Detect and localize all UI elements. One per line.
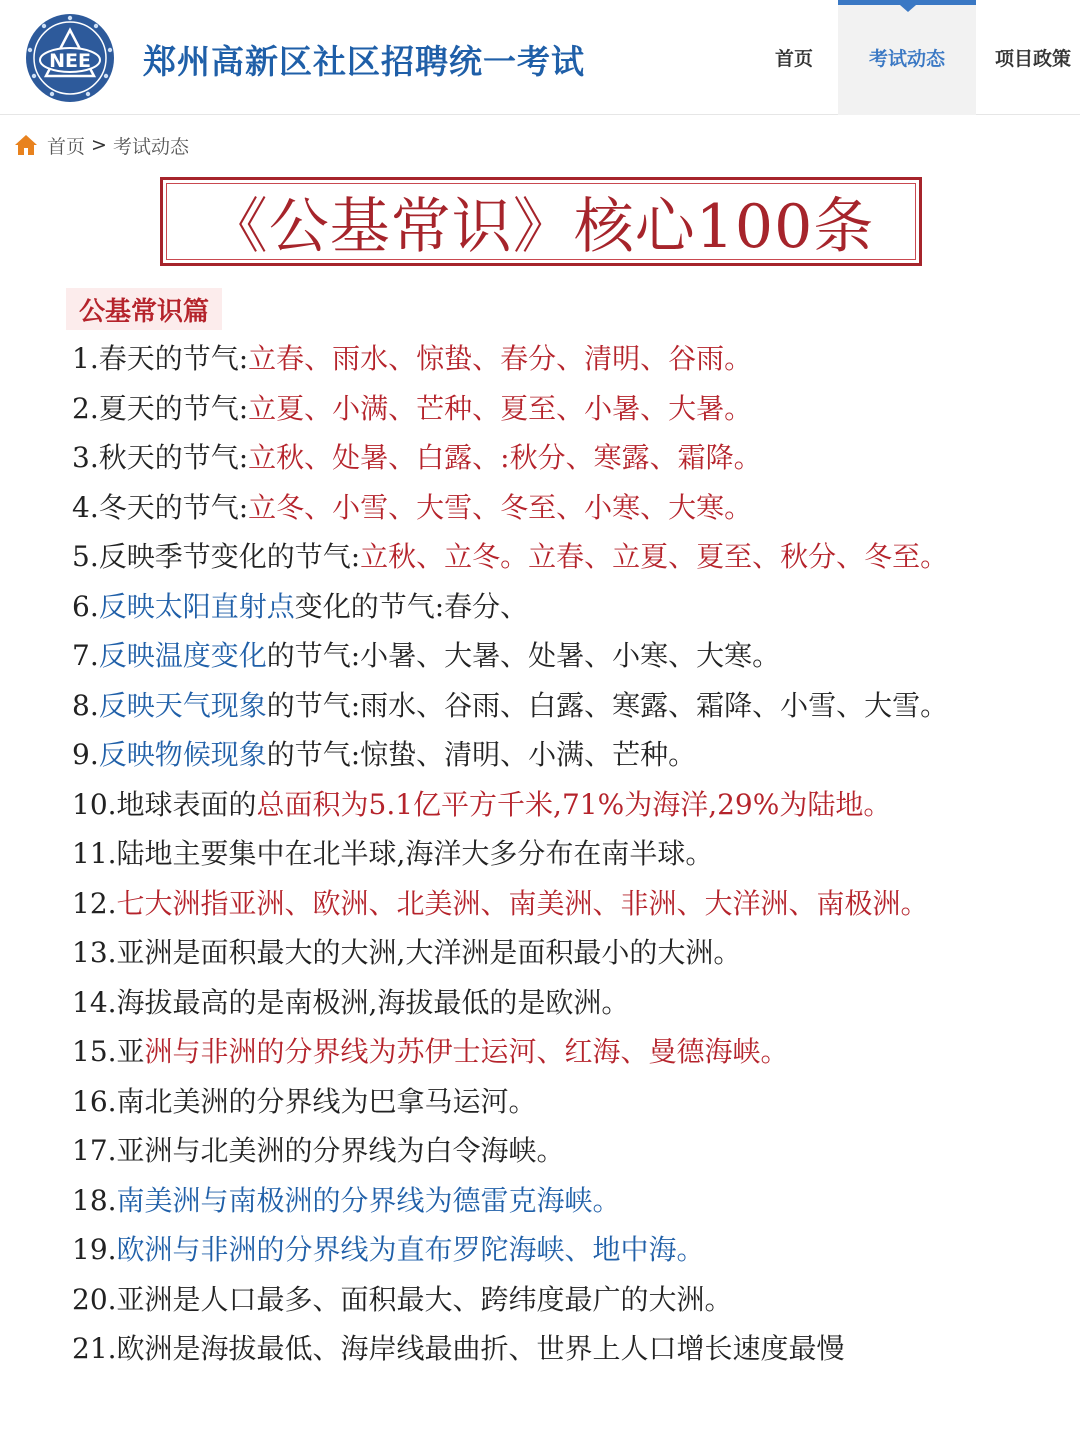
list-item-text: 反映太阳直射点: [98, 589, 295, 623]
list-item-text: 1.春天的节气:: [72, 342, 249, 375]
nav-home[interactable]: 首页: [774, 48, 813, 70]
list-item-text: 10.地球表面的: [72, 787, 257, 821]
list-item: [72, 433, 1072, 483]
list-item-text: 的节气:雨水、谷雨、白露、寒露、霜降、小雪、大雪。: [266, 688, 949, 722]
home-icon[interactable]: [14, 134, 38, 156]
list-item: [72, 1027, 1072, 1077]
list-item-text: 8.: [72, 688, 99, 722]
list-item-text: 21.欧洲是海拔最低、海岸线最曲折、世界上人口增长速度最慢: [72, 1332, 845, 1365]
list-item-text: 3.秋天的节气:: [72, 441, 249, 474]
list-item-text: 七大洲指亚洲、欧洲、北美洲、南美洲、非洲、大洋洲、南极洲。: [116, 886, 929, 920]
list-item-text: 反映物候现象: [98, 738, 267, 771]
list-item: [72, 1225, 1072, 1275]
list-item: [72, 978, 1072, 1028]
list-item-text: 2.夏天的节气:: [72, 391, 249, 425]
breadcrumb-current[interactable]: 考试动态: [112, 135, 189, 158]
list-item: [72, 879, 1072, 929]
list-item: [72, 681, 1072, 731]
article-title-box: [160, 177, 922, 266]
nav-exam-news[interactable]: 考试动态: [838, 0, 976, 115]
list-item-text: 7.: [72, 639, 99, 672]
list-item-text: 5.反映季节变化的节气:: [72, 540, 361, 573]
main-nav: [750, 0, 1080, 115]
list-item-text: 的节气:小暑、大暑、处暑、小寒、大寒。: [266, 639, 781, 672]
list-item-text: 立夏、小满、芒种、夏至、小暑、大暑。: [248, 391, 753, 425]
breadcrumb-home[interactable]: 首页: [47, 135, 86, 158]
list-item-text: 反映温度变化: [98, 639, 267, 672]
list-item: [72, 1126, 1072, 1176]
list-item: [72, 1324, 1072, 1374]
list-item-text: 15.亚: [72, 1035, 145, 1068]
list-item: [72, 582, 1072, 632]
list-item: [72, 483, 1072, 533]
list-item-text: 的节气:惊蛰、清明、小满、芒种。: [266, 738, 697, 771]
list-item-text: 6.: [72, 589, 99, 623]
list-item-text: 立秋、处暑、白露、:秋分、寒露、霜降。: [248, 441, 762, 474]
knowledge-list: [72, 334, 1072, 1374]
list-item: [72, 1176, 1072, 1226]
section-label: 公基常识篇: [66, 288, 222, 330]
list-item-text: 洲与非洲的分界线为苏伊士运河、红海、曼德海峡。: [144, 1035, 789, 1068]
list-item: [72, 1077, 1072, 1127]
list-item-text: 20.亚洲是人口最多、面积最大、跨纬度最广的大洲。: [72, 1282, 733, 1316]
logo-icon[interactable]: [24, 12, 116, 104]
breadcrumb: [14, 130, 189, 160]
list-item-text: 总面积为5.1亿平方千米,71%为海洋,29%为陆地。: [256, 787, 892, 821]
list-item-text: 19.: [72, 1233, 117, 1266]
logo-text: NEE: [49, 50, 91, 72]
list-item: [72, 532, 1072, 582]
list-item-text: 9.: [72, 738, 99, 771]
list-item-text: 反映天气现象: [98, 688, 267, 722]
list-item: [72, 631, 1072, 681]
list-item: [72, 1275, 1072, 1325]
list-item-text: 14.海拔最高的是南极洲,海拔最低的是欧洲。: [72, 985, 630, 1019]
article-title: 《公基常识》核心100条: [207, 191, 875, 262]
site-title[interactable]: 郑州高新区社区招聘统一考试: [143, 42, 585, 81]
list-item-text: 立春、雨水、惊蛰、春分、清明、谷雨。: [248, 342, 753, 375]
nav-project-policy[interactable]: 项目政策: [995, 48, 1072, 70]
list-item-text: 11.陆地主要集中在北半球,海洋大多分布在南半球。: [72, 837, 714, 870]
list-item-text: 16.南北美洲的分界线为巴拿马运河。: [72, 1084, 537, 1118]
list-item-text: 13.亚洲是面积最大的大洲,大洋洲是面积最小的大洲。: [72, 936, 742, 969]
list-item: [72, 384, 1072, 434]
site-header: [0, 0, 1080, 115]
list-item-text: 变化的节气:春分、: [294, 589, 529, 623]
list-item: [72, 829, 1072, 879]
list-item-text: 12.: [72, 886, 117, 920]
list-item-text: 18.: [72, 1183, 117, 1217]
list-item-text: 立秋、立冬。立春、立夏、夏至、秋分、冬至。: [360, 540, 949, 573]
list-item-text: 立冬、小雪、大雪、冬至、小寒、大寒。: [248, 490, 753, 524]
list-item-text: 欧洲与非洲的分界线为直布罗陀海峡、地中海。: [116, 1233, 705, 1266]
breadcrumb-separator: >: [91, 134, 107, 156]
list-item-text: 4.冬天的节气:: [72, 490, 249, 524]
list-item: [72, 730, 1072, 780]
list-item: [72, 928, 1072, 978]
list-item: [72, 780, 1072, 830]
list-item: [72, 334, 1072, 384]
list-item-text: 南美洲与南极洲的分界线为德雷克海峡。: [116, 1183, 621, 1217]
list-item-text: 17.亚洲与北美洲的分界线为白令海峡。: [72, 1134, 565, 1167]
